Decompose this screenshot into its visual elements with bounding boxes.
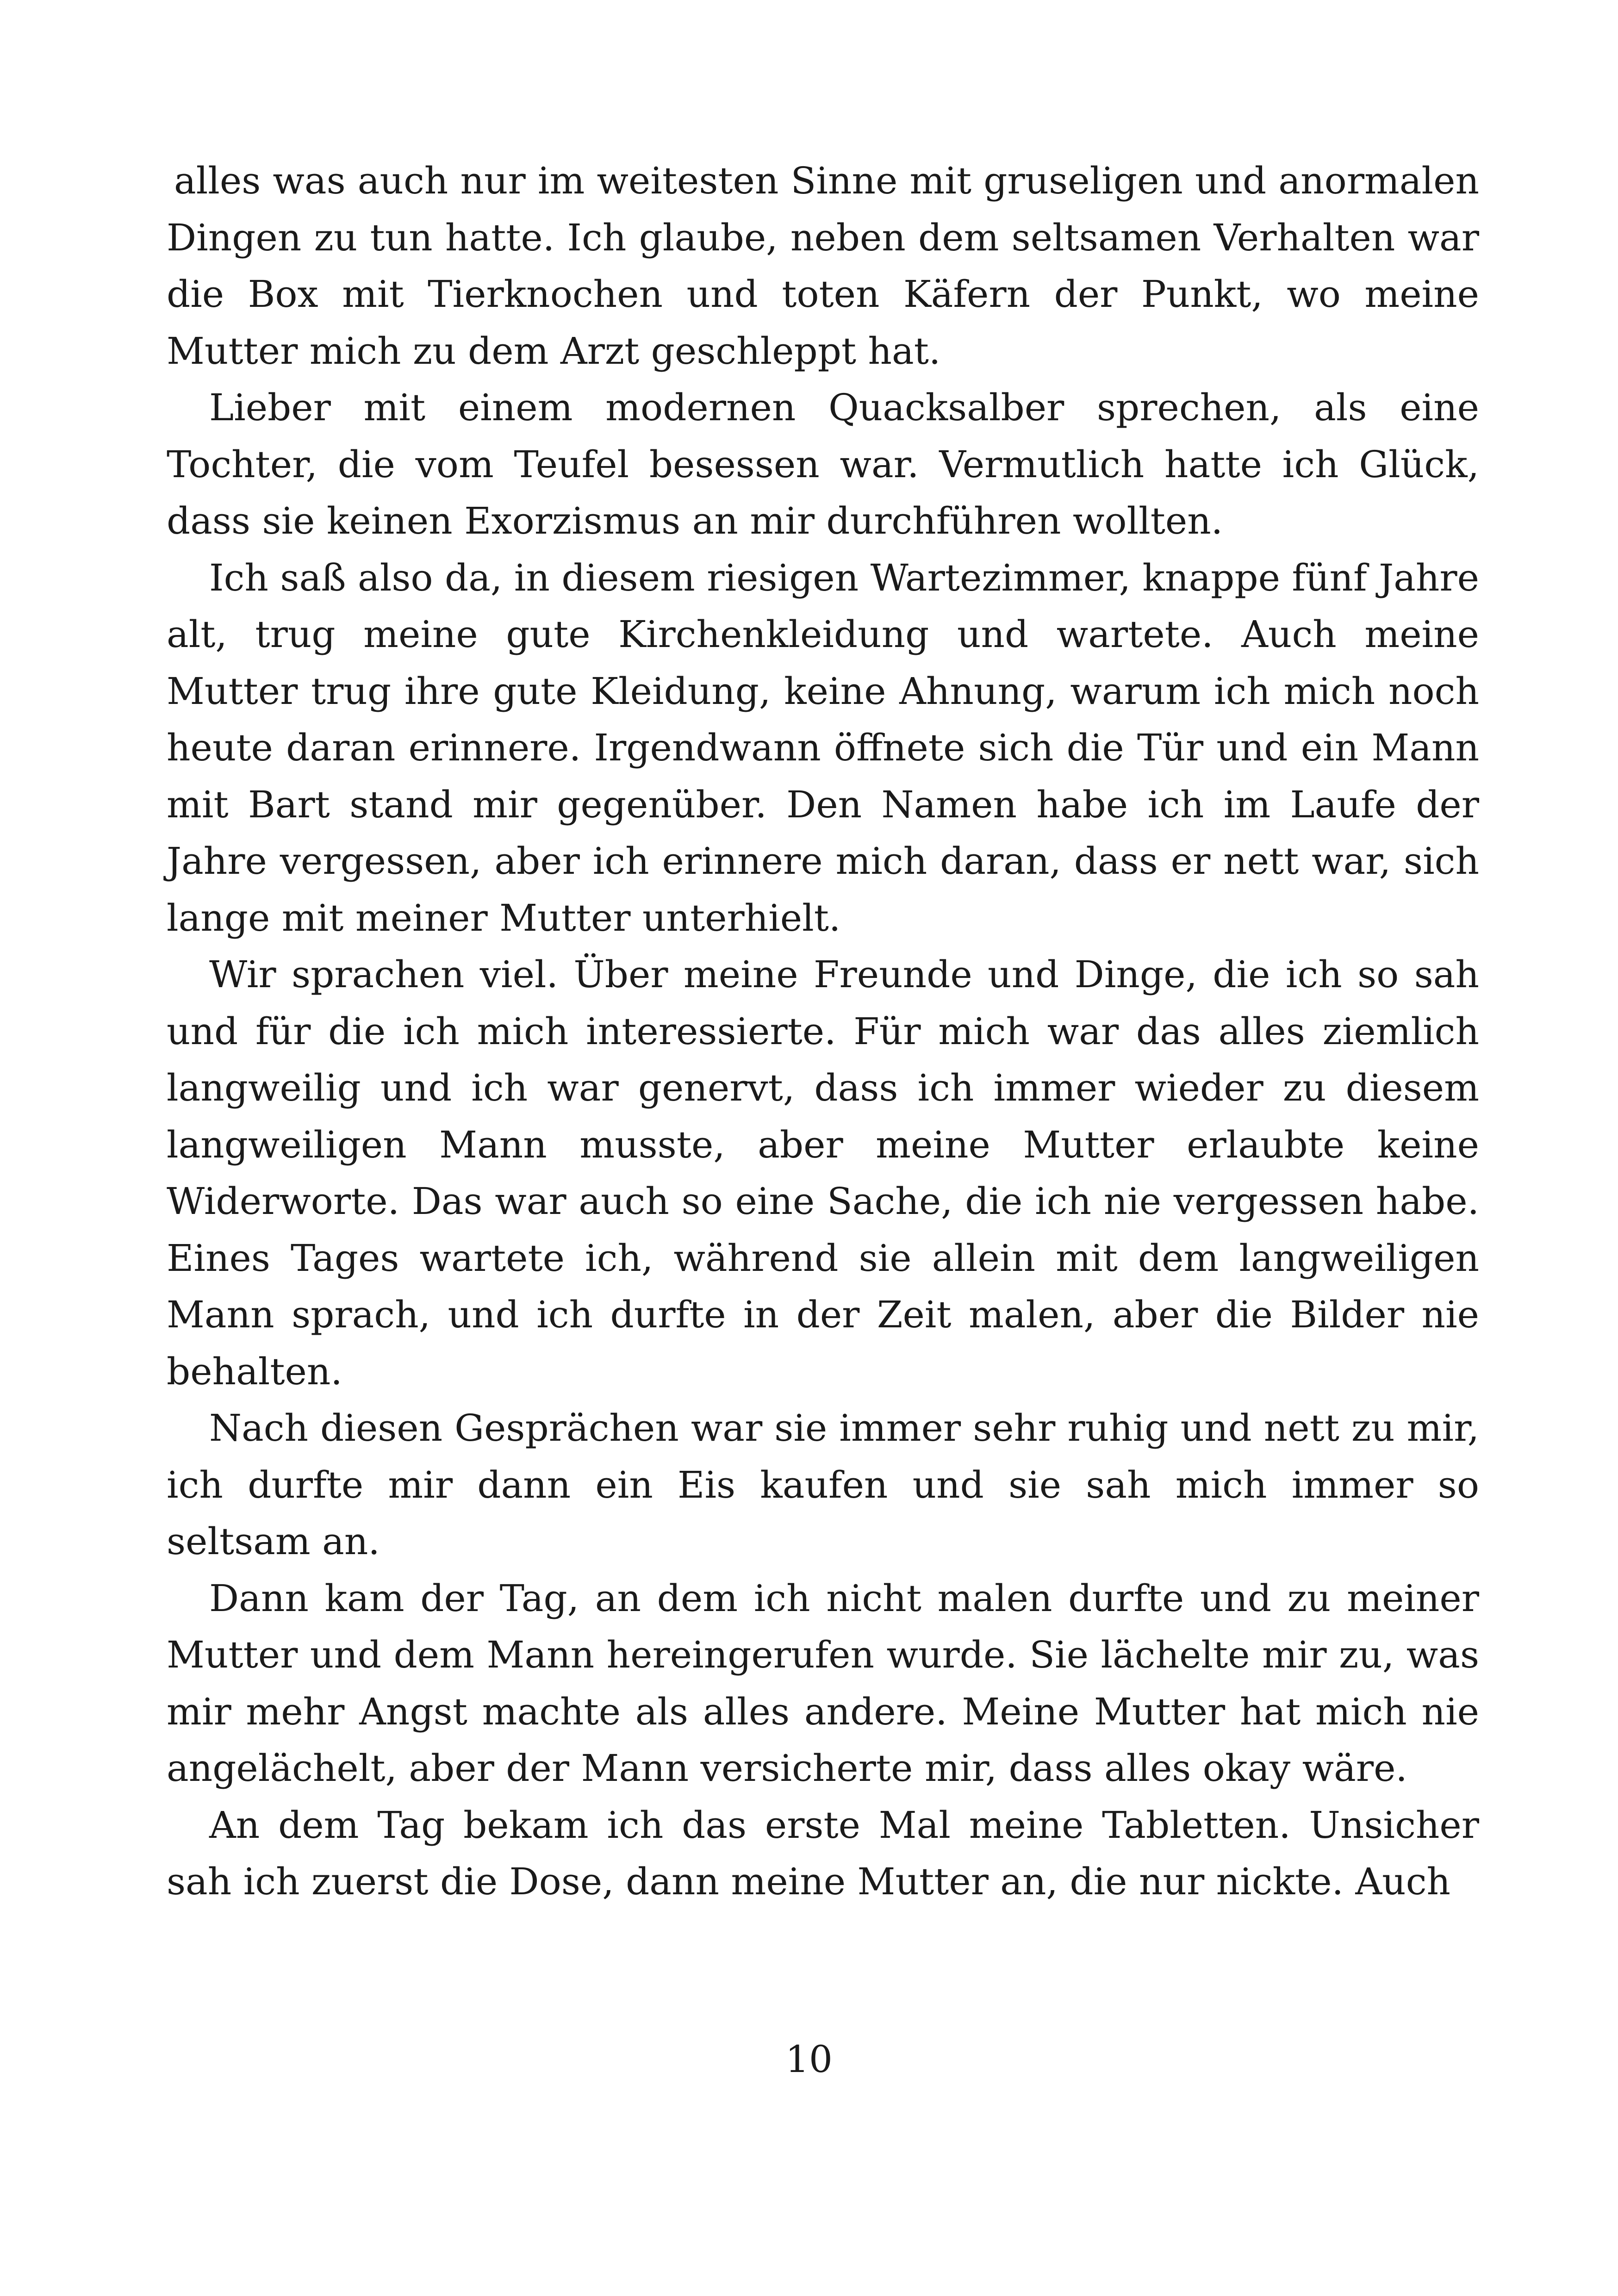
paragraph-4: Wir sprachen viel. Über meine Freunde und Dinge, die ich so sah und für die ich mich interessierte. Für mich war das alles ziemlich langweilig und ich war genervt, dass ich immer wieder zu diesem langweiligen Mann musste, aber meine Mutter erlaubte keine Widerworte. Das war auch so eine Sache, die ich nie vergessen habe. Eines Tages wartete ich, während sie allein mit dem langweiligen Mann sprach, und ich durfte in der Zeit malen, aber die Bilder nie behalten.: [167, 953, 1479, 1393]
paragraph-6: Dann kam der Tag, an dem ich nicht malen durfte und zu meiner Mutter und dem Mann hereingerufen wurde. Sie lächelte mir zu, was mir mehr Angst machte als alles andere. Meine Mutter hat mich nie angelächelt, aber der Mann versicherte mir, dass alles okay wäre.: [167, 1576, 1479, 1790]
paragraph-1: alles was auch nur im weitesten Sinne mit gruseligen und anormalen Dingen zu tun hatte. Ich glaube, neben dem seltsamen Verhalten war die Box mit Tierknochen und toten Käfern der Punkt, wo meine Mutter mich zu dem Arzt geschleppt hat.: [167, 159, 1479, 373]
paragraph-3: Ich saß also da, in diesem riesigen Wartezimmer, knappe fünf Jahre alt, trug meine gute Kirchenkleidung und wartete. Auch meine Mutter trug ihre gute Kleidung, keine Ahnung, warum ich mich noch heute daran erinnere. Irgendwann öffnete sich die Tür und ein Mann mit Bart stand mir gegenüber. Den Namen habe ich im Laufe der Jahre vergessen, aber ich erinnere mich daran, dass er nett war, sich lange mit meiner Mutter unterhielt.: [167, 556, 1479, 940]
paragraph-5: Nach diesen Gesprächen war sie immer sehr ruhig und nett zu mir, ich durfte mir dann ein Eis kaufen und sie sah mich immer so seltsam an.: [167, 1406, 1479, 1563]
page-number: 10: [785, 2038, 833, 2081]
paragraph-7: An dem Tag bekam ich das erste Mal meine Tabletten. Unsicher sah ich zuerst die Dose, dann meine Mutter an, die nur nickte. Auch: [167, 1803, 1479, 1903]
paragraph-2: Lieber mit einem modernen Quacksalber sprechen, als eine Tochter, die vom Teufel besessen war. Vermutlich hatte ich Glück, dass sie keinen Exorzismus an mir durchführen wollten.: [167, 386, 1479, 542]
body-text: [167, 153, 1479, 1910]
